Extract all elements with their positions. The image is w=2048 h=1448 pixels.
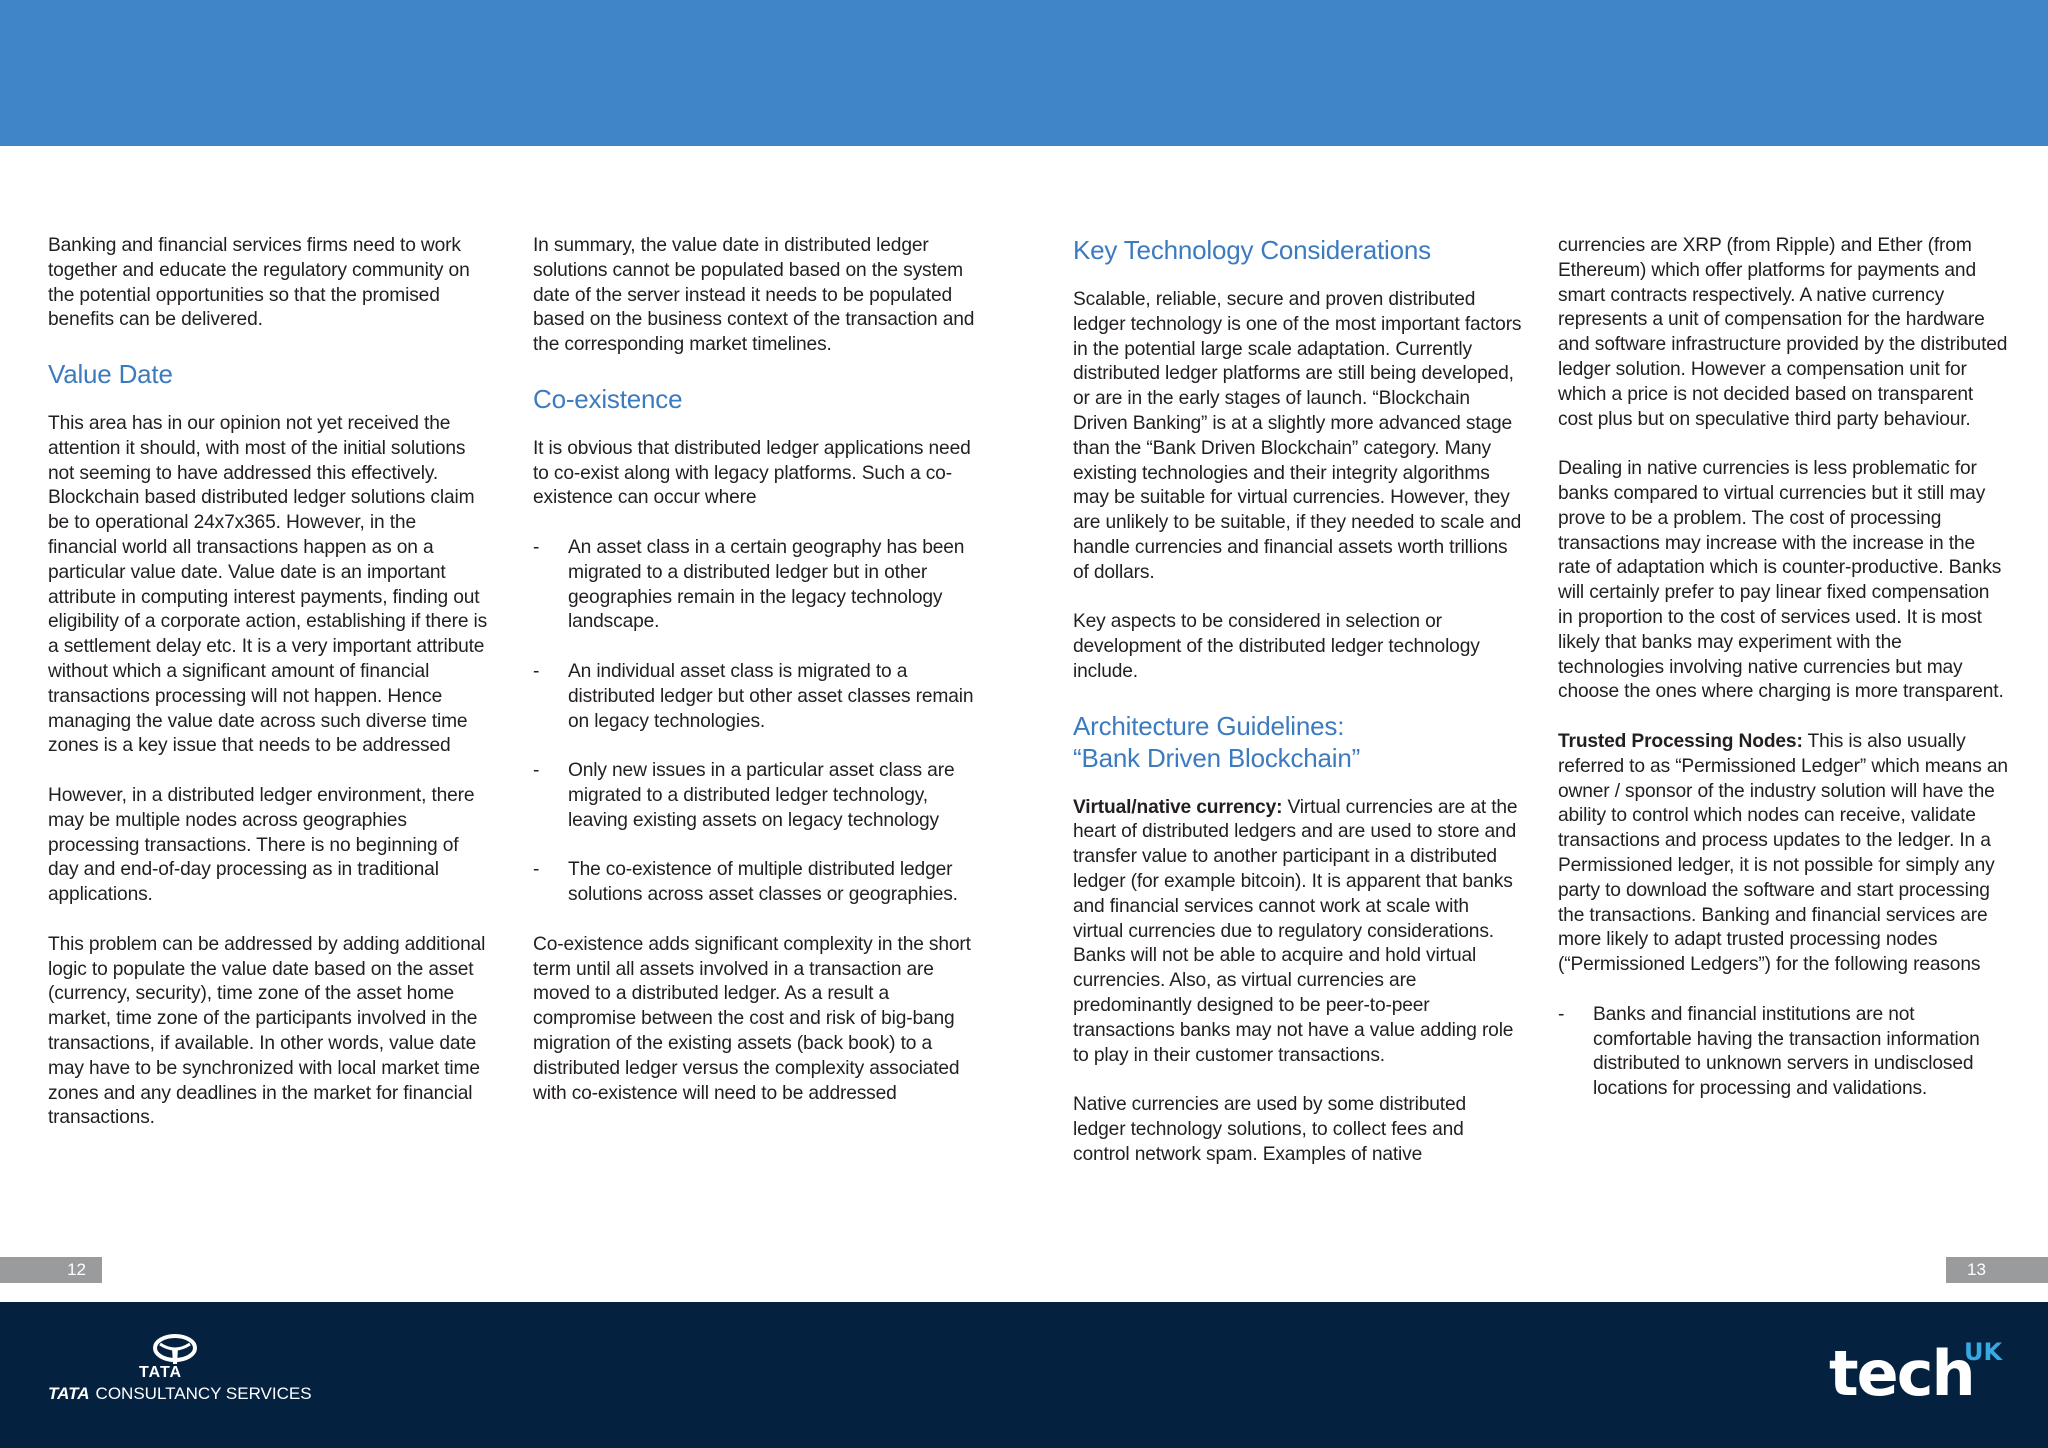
page-number-right: 13 bbox=[1946, 1257, 2048, 1283]
column-4 bbox=[1558, 234, 2008, 1127]
bullet-dash: - bbox=[533, 660, 540, 682]
techuk-logo: tech UK bbox=[1829, 1337, 2003, 1410]
key-technology-paragraph-2: Key aspects to be considered in selection or development of the distributed ledger technology include. bbox=[1073, 611, 1480, 682]
value-date-paragraph-2: However, in a distributed ledger environment, there may be multiple nodes across geographies processing transactions. There is no beginning of day and end-of-day processing as in traditional applications. bbox=[48, 784, 475, 906]
value-date-heading: Value Date bbox=[48, 358, 173, 389]
list-item: - An individual asset class is migrated to a distributed ledger but other asset classes remain on legacy technologies. bbox=[533, 660, 974, 732]
column-3 bbox=[1073, 234, 1523, 1192]
bullet-dash: - bbox=[533, 760, 540, 782]
trusted-nodes-paragraph: Trusted Processing Nodes: This is also usually referred to as “Permissioned Ledger” which means an owner / sponsor of the industry solution will have the ability to control which nodes can receive, validate transactions and process updates to the ledger. In a Permissioned ledger, it is not possible for simply any party to download the software and start processing the transactions. Banking and financial services are more likely to adapt trusted processing nodes (“Permissioned Ledgers”) for the following reasons bbox=[1558, 730, 2008, 976]
native-currency-dealing-paragraph: Dealing in native currencies is less problematic for banks compared to virtual currencies but it still may prove to be a problem. The cost of processing transactions may increase with the increase in the rate of adaptation which is counter-productive. Banks will certainly prefer to pay linear fixed compensation in proportion to the cost of services used. It is most likely that banks may experiment with the technologies involving native currencies but may choose the ones where charging is more transparent. bbox=[1558, 458, 2004, 703]
tcs-logo bbox=[48, 1334, 312, 1414]
tata-wordmark: TATA bbox=[139, 1364, 183, 1381]
key-technology-heading: Key Technology Considerations bbox=[1073, 235, 1431, 265]
virtual-currency-label: Virtual/native currency: bbox=[1073, 796, 1283, 818]
bullet-dash: - bbox=[533, 536, 540, 558]
coexistence-list bbox=[533, 536, 983, 908]
tcs-name: TATA CONSULTANCY SERVICES bbox=[48, 1384, 312, 1403]
footer-band bbox=[0, 1302, 2048, 1448]
list-item: - Only new issues in a particular asset class are migrated to a distributed ledger technology, leaving existing assets on legacy technology bbox=[533, 760, 955, 831]
list-item: - The co-existence of multiple distributed ledger solutions across asset classes or geographies. bbox=[533, 859, 958, 906]
bullet-dash: - bbox=[1558, 1003, 1565, 1025]
value-date-summary-paragraph: In summary, the value date in distributed ledger solutions cannot be populated based on the system date of the server instead it needs to be populated based on the business context of the transaction and the corresponding market timelines. bbox=[533, 235, 975, 356]
coexistence-intro-paragraph: It is obvious that distributed ledger applications need to co-exist along with legacy platforms. Such a co-existence can occur where bbox=[533, 437, 971, 509]
value-date-paragraph-3: This problem can be addressed by adding additional logic to populate the value date based on the asset (currency, security), time zone of the asset home market, time zone of the participants involved in the transactions, if available. In other words, value date may have to be synchronized with local market time zones and any deadlines in the market for financial transactions. bbox=[48, 933, 486, 1129]
value-date-paragraph-1: This area has in our opinion not yet received the attention it should, with most of the initial solutions not seeming to have addressed this effectively. Blockchain based distributed ledger solutions claim be to operational 24x7x365. However, in the financial world all transactions happen as on a particular value date. Value date is an important attribute in computing interest payments, finding out eligibility of a corporate action, establishing if there is a settlement delay etc. It is a very important attribute without which a significant amount of financial transactions processing will not happen. Hence managing the value date across such diverse time zones is a key issue that needs to be addressed bbox=[48, 412, 488, 757]
list-item: - An asset class in a certain geography has been migrated to a distributed ledger but in other geographies remain in the legacy technology landscape. bbox=[533, 536, 965, 633]
bullet-dash: - bbox=[533, 859, 540, 881]
list-item: - Banks and financial institutions are not comfortable having the transaction information distributed to unknown servers in undisclosed locations for processing and validations. bbox=[1558, 1003, 1980, 1100]
coexistence-closing-paragraph: Co-existence adds significant complexity in the short term until all assets involved in a transaction are moved to a distributed ledger. As a result a compromise between the cost and risk of big-bang migration of the existing assets (back book) to a distributed ledger versus the complexity associated with co-existence will need to be addressed bbox=[533, 933, 971, 1104]
coexistence-heading: Co-existence bbox=[533, 383, 683, 414]
virtual-currency-paragraph: Virtual/native currency: Virtual currencies are at the heart of distributed ledgers and are used to store and transfer value to another participant in a distributed ledger (for example bitcoin). It is apparent that banks and financial services cannot work at scale with virtual currencies due to regulatory considerations. Banks will not be able to acquire and hold virtual currencies. Also, as virtual currencies are predominantly designed to be peer-to-peer transactions banks may not have a value adding role to play in their customer transactions. bbox=[1073, 796, 1518, 1066]
header-band bbox=[0, 0, 2048, 146]
page-number-left: 12 bbox=[0, 1257, 102, 1283]
native-currency-continued-paragraph: currencies are XRP (from Ripple) and Ether (from Ethereum) which offer platforms for payments and smart contracts respectively. A native currency represents a unit of compensation for the hardware and software infrastructure provided by the distributed ledger solution. However a compensation unit for which a price is not decided based on transparent cost plus but on speculative third party behaviour. bbox=[1558, 235, 2008, 430]
key-technology-paragraph-1: Scalable, reliable, secure and proven distributed ledger technology is one of the most important factors in the potential large scale adaptation. Currently distributed ledger platforms are still being developed, or are in the early stages of launch. “Blockchain Driven Banking” is at a slightly more advanced stage than the “Bank Driven Blockchain” category. Many existing technologies and their integrity algorithms may be suitable for virtual currencies. However, they are unlikely to be suitable, if they needed to scale and handle currencies and financial assets worth trillions of dollars. bbox=[1073, 289, 1522, 583]
architecture-guidelines-heading: Architecture Guidelines: “Bank Driven Blockchain” bbox=[1073, 710, 1361, 773]
column-2 bbox=[533, 234, 983, 1131]
trusted-nodes-list bbox=[1558, 1003, 2008, 1102]
column-1 bbox=[48, 234, 488, 1156]
col1-intro-paragraph: Banking and financial services firms need to work together and educate the regulatory community on the potential opportunities so that the promised benefits can be delivered. bbox=[48, 235, 470, 331]
native-currency-paragraph: Native currencies are used by some distributed ledger technology solutions, to collect fees and control network spam. Examples of native bbox=[1073, 1094, 1467, 1165]
trusted-nodes-label: Trusted Processing Nodes: bbox=[1558, 730, 1803, 752]
